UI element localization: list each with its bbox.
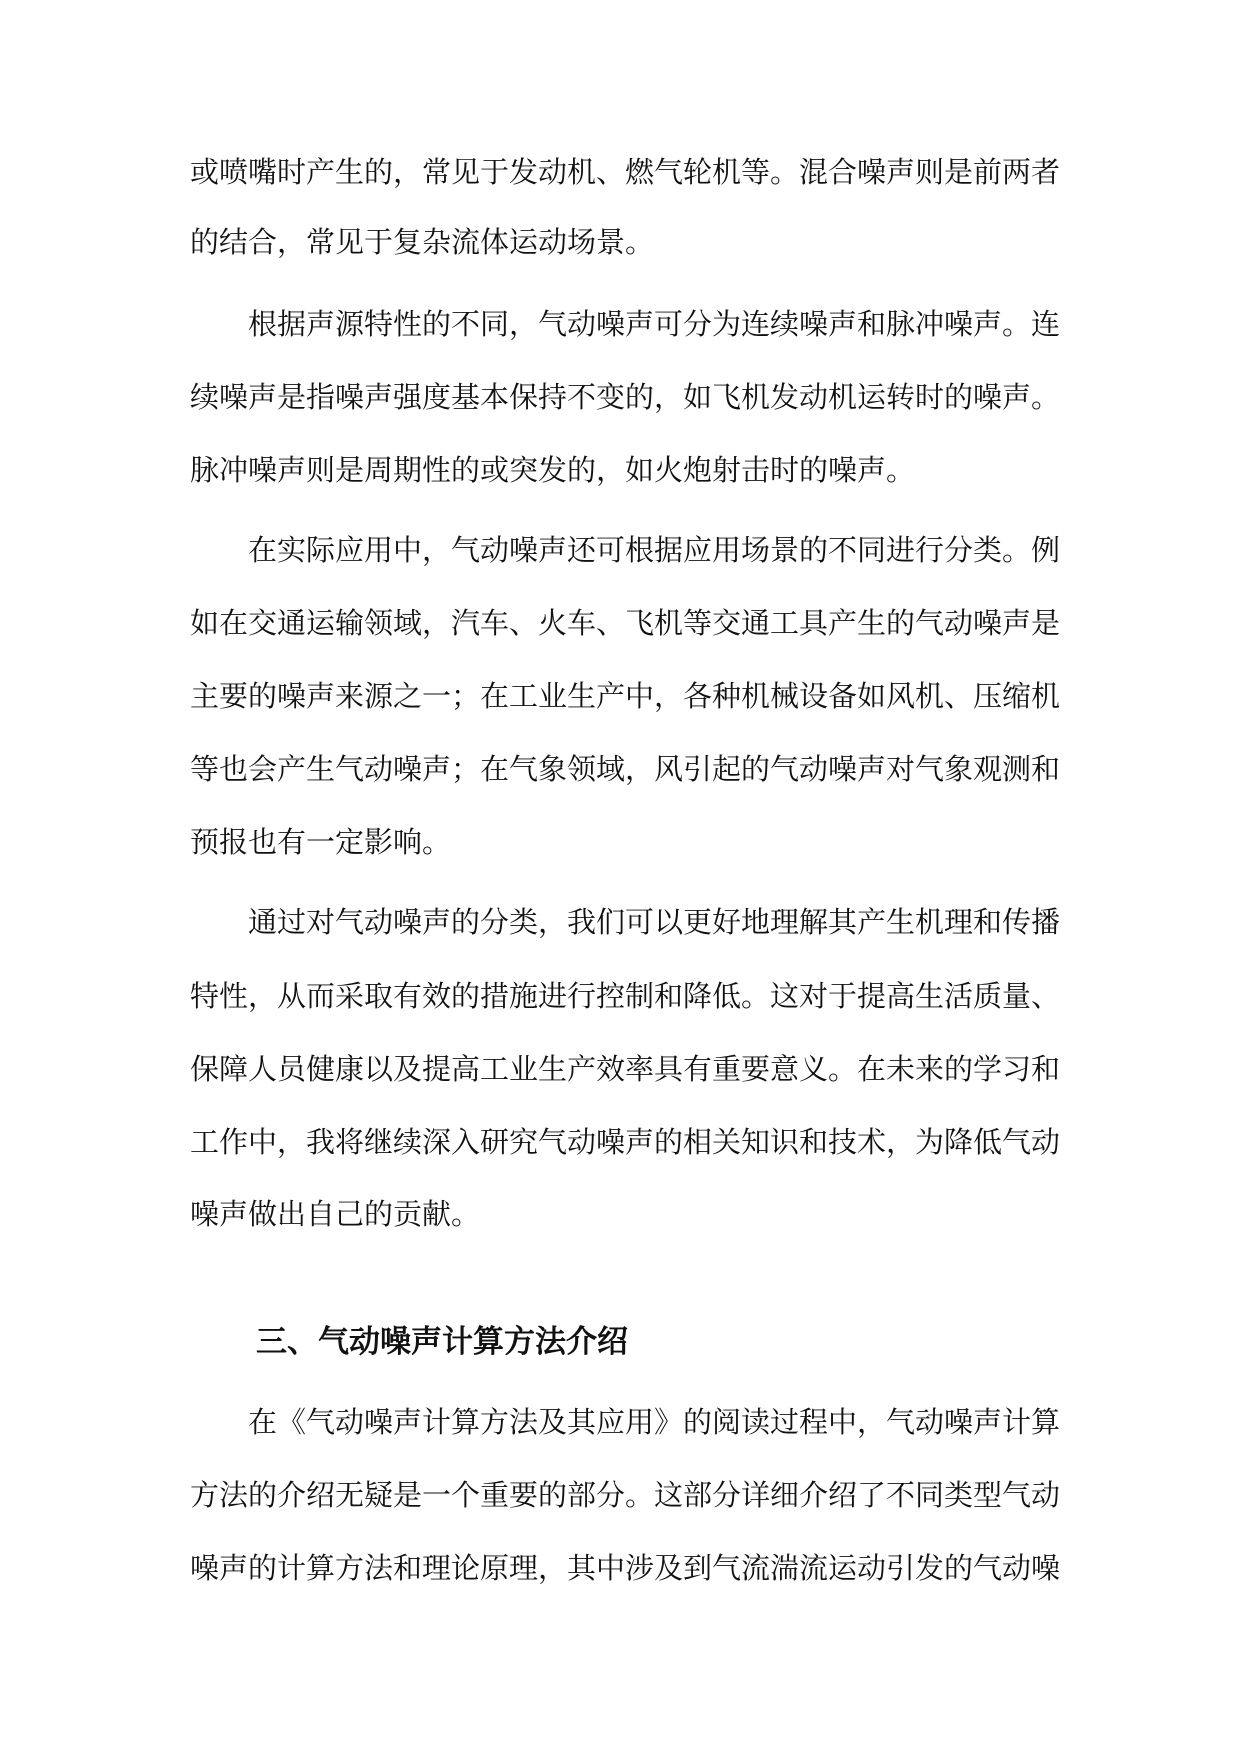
text-line: 的结合，常见于复杂流体运动场景。 [190,225,655,259]
text-line: 保障人员健康以及提高工业生产效率具有重要意义。在未来的学习和 [190,1052,1061,1086]
text-line: 如在交通运输领域，汽车、火车、飞机等交通工具产生的气动噪声是 [190,606,1061,640]
text-line: 续噪声是指噪声强度基本保持不变的，如飞机发动机运转时的噪声。 [190,380,1061,414]
section-heading: 三、气动噪声计算方法介绍 [256,1324,628,1360]
text-line: 特性，从而采取有效的措施进行控制和降低。这对于提高生活质量、 [190,979,1061,1013]
text-line: 方法的介绍无疑是一个重要的部分。这部分详细介绍了不同类型气动 [190,1478,1061,1512]
text-line: 主要的噪声来源之一；在工业生产中，各种机械设备如风机、压缩机 [190,679,1061,713]
text-line: 工作中，我将继续深入研究气动噪声的相关知识和技术，为降低气动 [190,1125,1061,1159]
text-line: 在《气动噪声计算方法及其应用》的阅读过程中，气动噪声计算 [248,1405,1061,1439]
text-line: 脉冲噪声则是周期性的或突发的，如火炮射击时的噪声。 [190,453,916,487]
text-line: 根据声源特性的不同，气动噪声可分为连续噪声和脉冲噪声。连 [248,307,1061,341]
text-line: 预报也有一定影响。 [190,825,452,859]
text-line: 通过对气动噪声的分类，我们可以更好地理解其产生机理和传播 [248,905,1061,939]
text-line: 在实际应用中，气动噪声还可根据应用场景的不同进行分类。例 [248,533,1061,567]
text-line: 噪声的计算方法和理论原理，其中涉及到气流湍流运动引发的气动噪 [190,1551,1061,1585]
text-line: 等也会产生气动噪声；在气象领域，风引起的气动噪声对气象观测和 [190,752,1061,786]
text-line: 或喷嘴时产生的，常见于发动机、燃气轮机等。混合噪声则是前两者 [190,155,1061,189]
text-line: 噪声做出自己的贡献。 [190,1197,481,1231]
